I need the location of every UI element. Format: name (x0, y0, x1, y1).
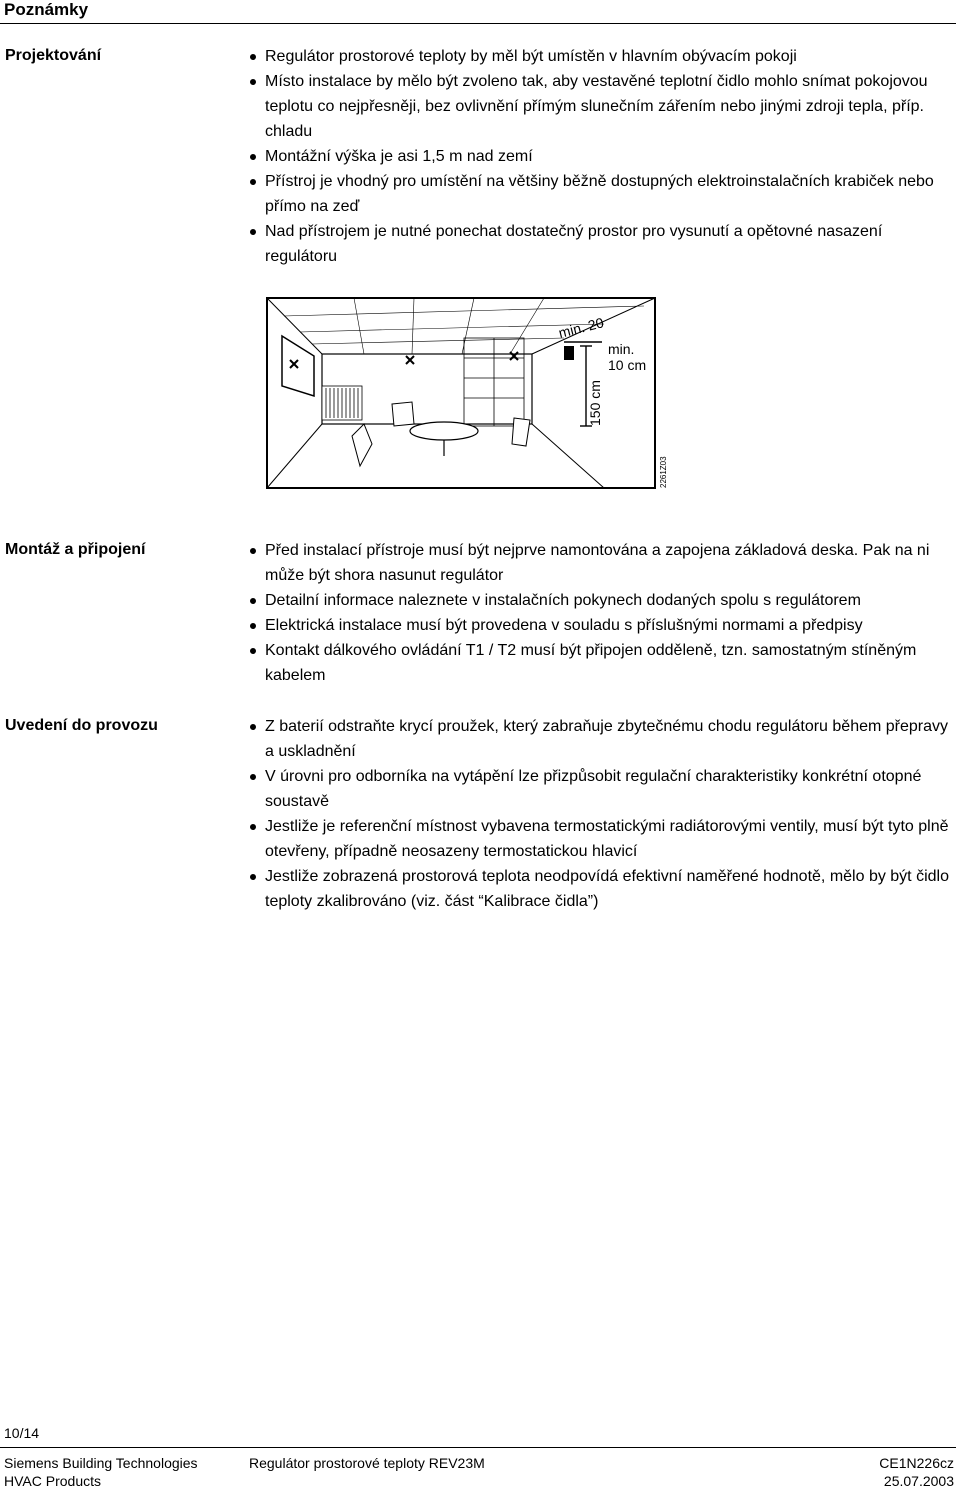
bullet-icon (250, 79, 256, 85)
list-item: Z baterií odstraňte krycí proužek, který zabraňuje zbytečnému chodu regulátoru během přepravy a uskladnění (247, 714, 952, 764)
montaz-list (247, 538, 952, 688)
figure-code: 2261Z03 (659, 456, 668, 488)
list-item: Přístroj je vhodný pro umístění na většiny běžně dostupných elektroinstalačních krabiček nebo přímo na zeď (247, 169, 952, 219)
page-title: Poznámky (4, 0, 89, 19)
min10-label-line2: 10 cm (608, 357, 647, 373)
bullet-icon (250, 548, 256, 554)
section-title-projektovani: Projektování (5, 47, 102, 64)
list-item: Jestliže zobrazená prostorová teplota neodpovídá efektivní naměřené hodnotě, mělo by být čidlo teploty zkalibrováno (viz. část “Kalibrace čidla”) (247, 864, 952, 914)
bullet-icon (250, 623, 256, 629)
bullet-icon (250, 774, 256, 780)
bullet-icon (250, 54, 256, 60)
bullet-icon (250, 724, 256, 730)
bullet-icon (250, 648, 256, 654)
bullet-icon (250, 154, 256, 160)
footer-company: Siemens Building Technologies (4, 1455, 198, 1471)
header-divider (0, 23, 956, 24)
bullet-icon (250, 229, 256, 235)
uvedeni-list (247, 714, 952, 914)
list-item: Regulátor prostorové teploty by měl být umístěn v hlavním obývacím pokoji (247, 44, 952, 69)
height-150-label: 150 cm (587, 380, 603, 426)
bullet-icon (250, 179, 256, 185)
min20-label: min. 20 (556, 314, 606, 341)
bullet-icon (250, 874, 256, 880)
footer-date: 25.07.2003 (883, 1473, 954, 1489)
projektovani-list (247, 44, 952, 269)
section-title-montaz: Montáž a připojení (5, 541, 146, 558)
list-item: Místo instalace by mělo být zvoleno tak, aby vestavěné teplotní čidlo mohlo snímat pokojovou teplotu co nejpřesněji, bez ovlivnění přímým slunečním zářením nebo jinými zdroji tepla, příp. chladu (247, 69, 952, 144)
list-item: V úrovni pro odborníka na vytápění lze přizpůsobit regulační charakteristiky konkrétní otopné soustavě (247, 764, 952, 814)
min10-label-line1: min. (608, 341, 635, 357)
bullet-icon (250, 824, 256, 830)
list-item: Elektrická instalace musí být provedena v souladu s příslušnými normami a předpisy (247, 613, 952, 638)
footer-doc-id: CE1N226cz (879, 1455, 954, 1471)
list-item: Před instalací přístroje musí být nejprve namontována a zapojena základová deska. Pak na ni může být shora nasunut regulátor (247, 538, 952, 588)
list-item: Nad přístrojem je nutné ponechat dostatečný prostor pro vysunutí a opětovné nasazení regulátoru (247, 219, 952, 269)
page-number: 10/14 (4, 1425, 40, 1441)
section-title-uvedeni: Uvedení do provozu (5, 717, 158, 734)
list-item: Montážní výška je asi 1,5 m nad zemí (247, 144, 952, 169)
list-item: Kontakt dálkového ovládání T1 / T2 musí být připojen odděleně, tzn. samostatným stíněným kabelem (247, 638, 952, 688)
footer-divider (0, 1447, 956, 1448)
list-item: Detailní informace naleznete v instalačních pokynech dodaných spolu s regulátorem (247, 588, 952, 613)
footer-division: HVAC Products (4, 1473, 101, 1489)
footer-product: Regulátor prostorové teploty REV23M (249, 1455, 485, 1471)
room-installation-figure (264, 296, 684, 491)
bullet-icon (250, 598, 256, 604)
list-item: Jestliže je referenční místnost vybavena termostatickými radiátorovými ventily, musí být tyto plně otevřeny, případně neosazeny termostatickou hlavicí (247, 814, 952, 864)
